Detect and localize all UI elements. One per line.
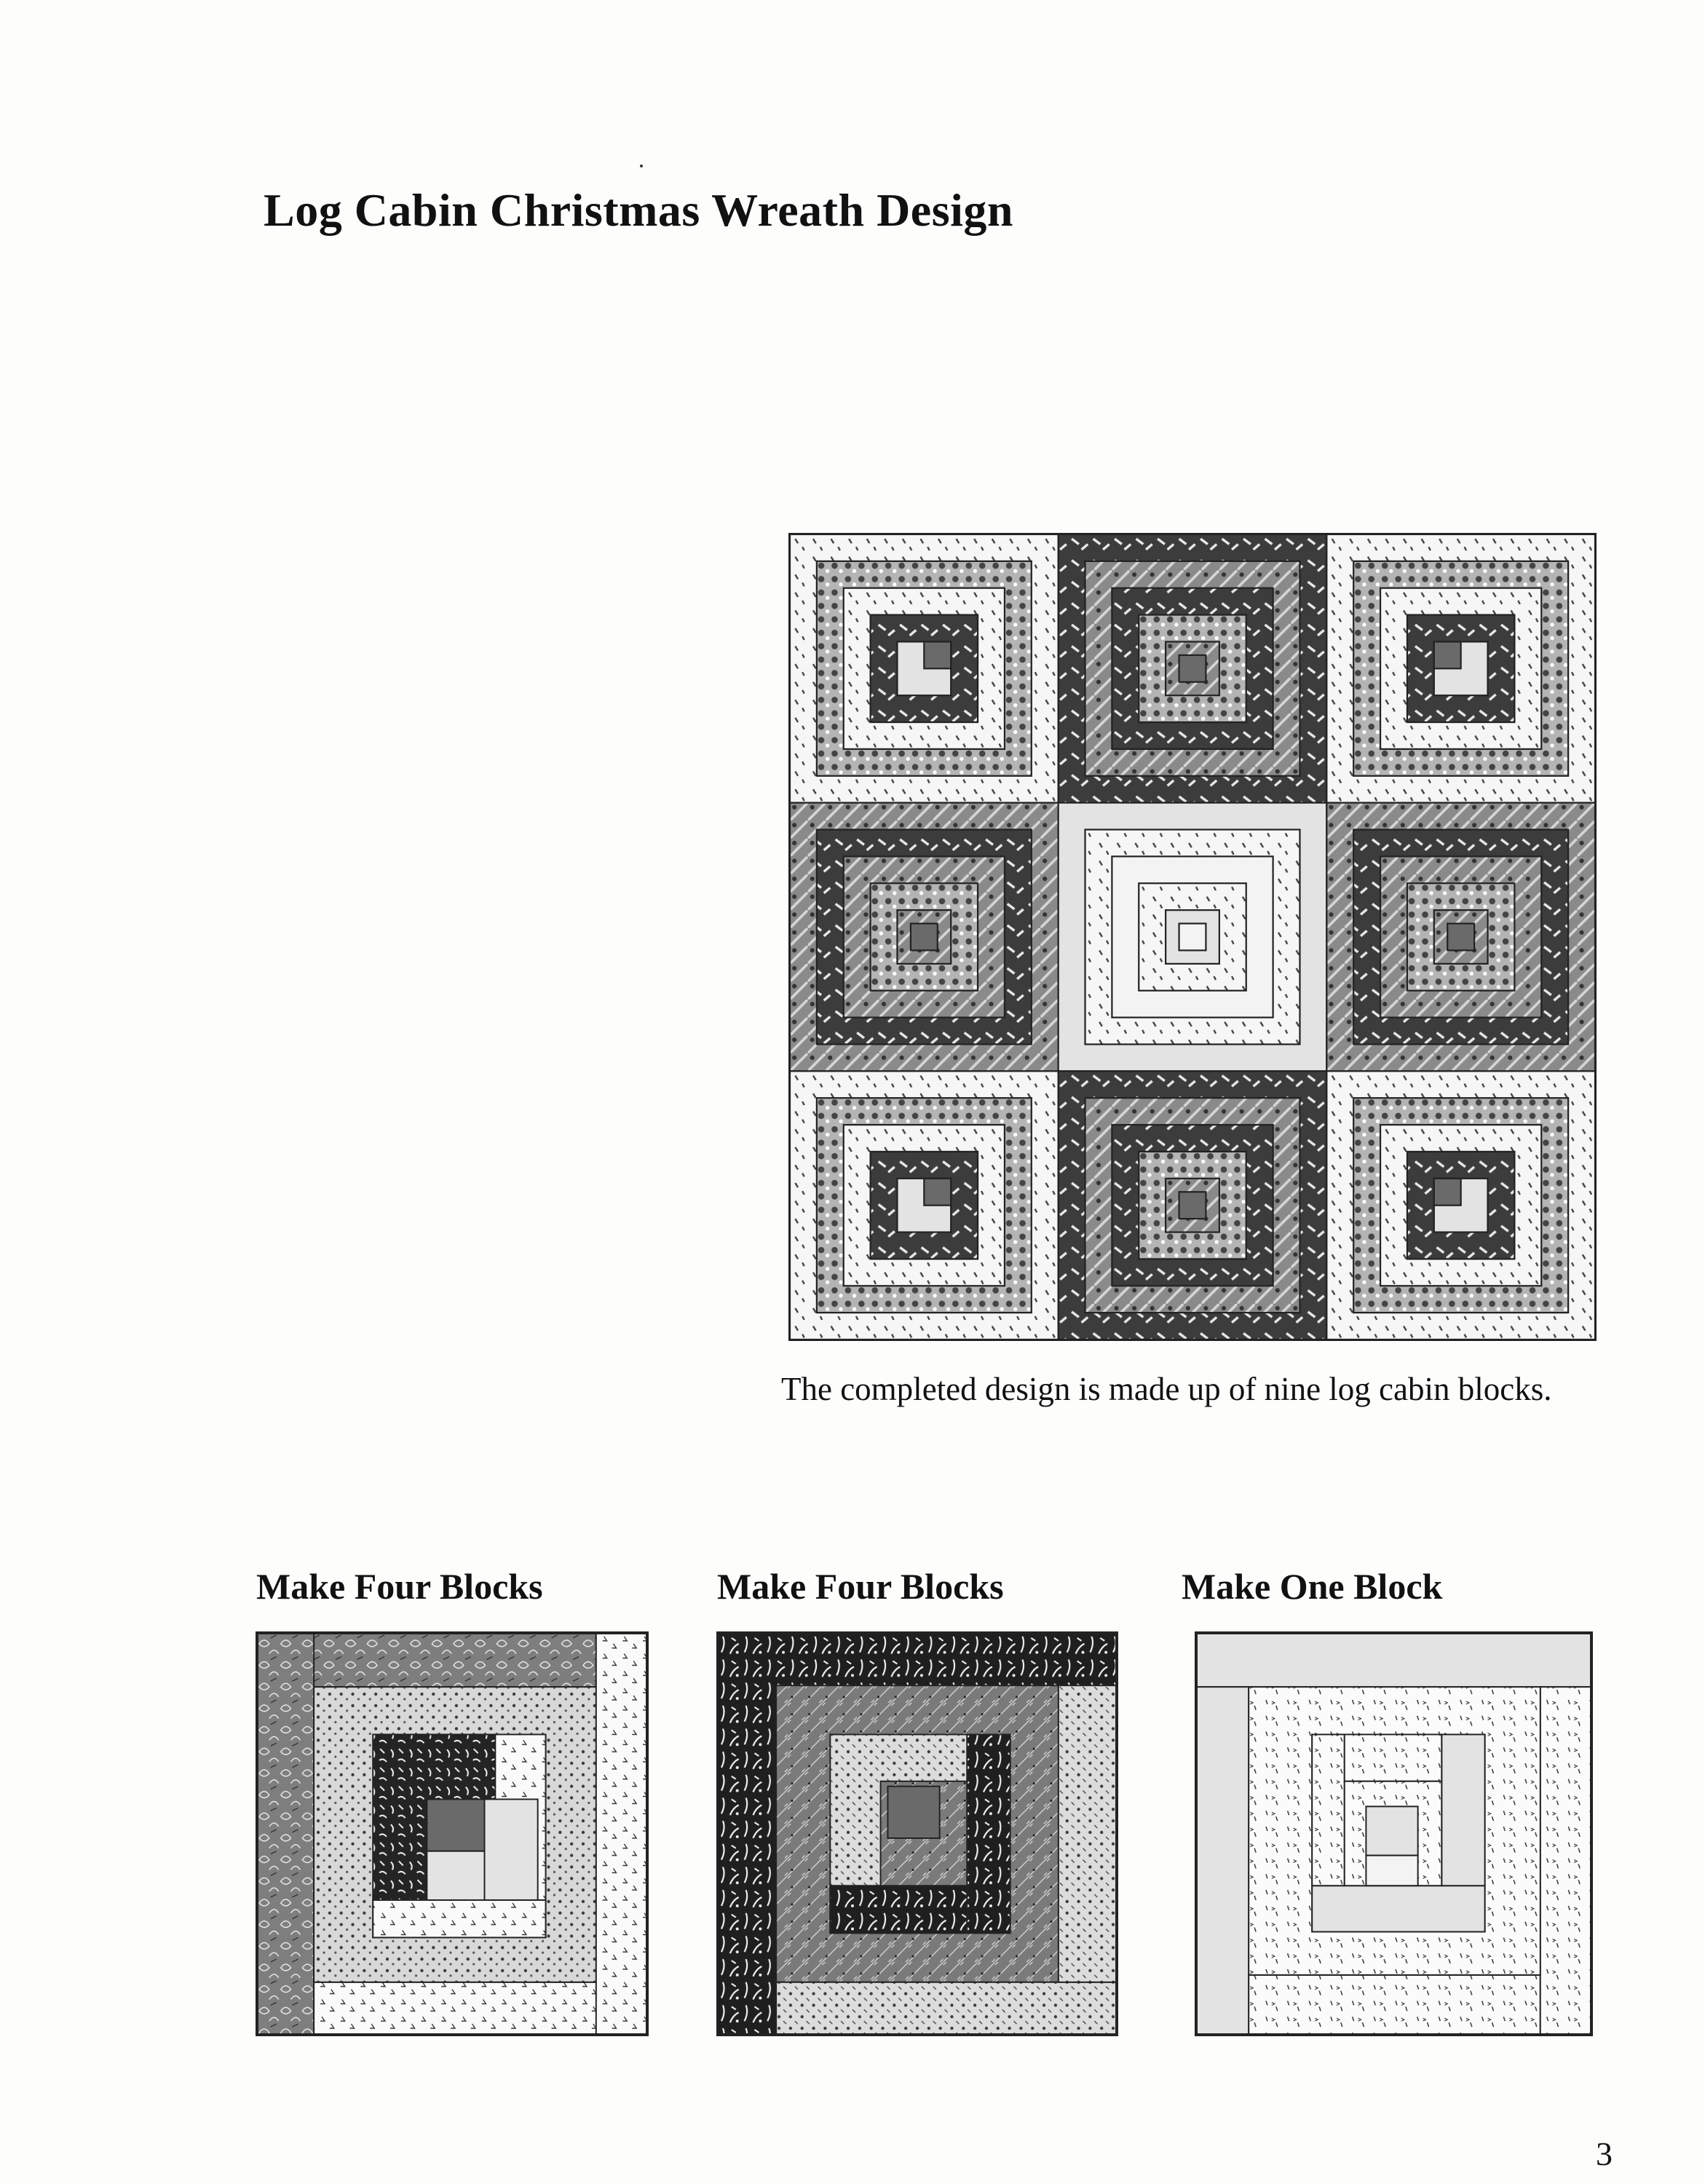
stray-mark — [640, 165, 643, 167]
completed-quilt-diagram — [788, 533, 1597, 1341]
page-number: 3 — [1596, 2135, 1613, 2172]
block-2-svg — [719, 1634, 1116, 2034]
figure-caption: The completed design is made up of nine log cabin blocks. — [781, 1371, 1552, 1407]
log-cabin-block-3 — [1195, 1631, 1593, 2036]
log-cabin-block-2 — [716, 1631, 1118, 2036]
block-label-2: Make Four Blocks — [717, 1566, 1004, 1607]
quilt-svg — [790, 534, 1595, 1340]
block-label-3: Make One Block — [1182, 1566, 1443, 1607]
block-1-svg — [258, 1634, 646, 2034]
block-3-svg — [1197, 1634, 1591, 2034]
page-title: Log Cabin Christmas Wreath Design — [264, 184, 1013, 236]
block-label-1: Make Four Blocks — [256, 1566, 543, 1607]
log-cabin-block-1 — [256, 1631, 649, 2036]
